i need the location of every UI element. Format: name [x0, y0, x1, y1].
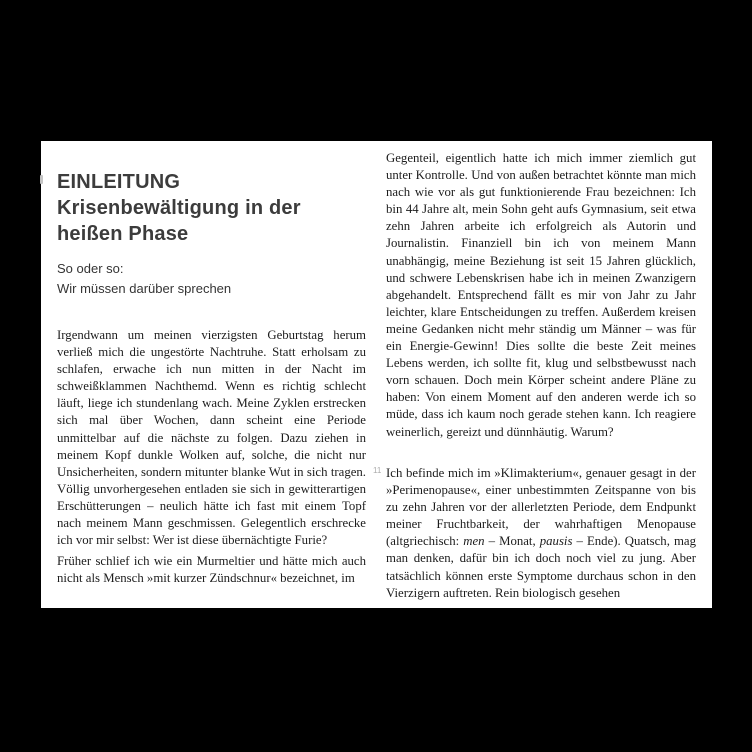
italic-term: men [463, 534, 485, 549]
left-column [57, 141, 366, 608]
body-paragraph: Irgendwann um meinen vierzigsten Geburtstag herum verließ mich die ungestörte Nachtruhe. Statt erholsam zu schlafen, erwache ich nun mitten in der Nacht im schweißklammen Nachthemd. Wenn es richtig schlecht läuft, liege ich stundenlang wach. Meine Zyklen erstrecken sich mal über Wochen, dann scheint eine Periode unmittelbar auf die nächste zu folgen. Dazu ziehen in meinem Kopf dunkle Wolken auf, solche, die nicht nur Unsicherheiten, sondern mitunter blanke Wut in sich tragen. Völlig unvorhergesehen entladen sie sich in gewitterartigen Erschütterungen – neulich hätte ich fast mit einem Topf nach meinem Mann geschmissen. Gelegentlich erschrecke ich vor mir selbst: Wer ist diese übernächtigte Furie? [57, 328, 366, 548]
right-column [373, 141, 696, 608]
chapter-heading-line2: Krisenbewältigung in der heißen Phase [57, 197, 301, 245]
highlight-count-marker[interactable]: 11 [373, 466, 382, 475]
chapter-heading [57, 169, 366, 247]
body-paragraph: Gegenteil, eigentlich hatte ich mich immer ziemlich gut unter Kontrolle. Und von außen betrachtet könnte man mich nach wie vor als gut funktionierende Frau bezeichnen: Ich bin 44 Jahre alt, mein Sohn geht aufs Gymnasium, seit etwa zehn Jahren arbeite ich erfolgreich als Autorin und Journalistin. Finanziell bin ich von meinem Mann unabhängig, meine Beziehung ist seit 15 Jahren glücklich, und schwere Lebenskrisen habe ich in meinen Zwanzigern abgehandelt. Entsprechend fällt es mir von Jahr zu Jahr leichter, klare Entscheidungen zu treffen. Außerdem kreisen meine Gedanken nicht mehr ständig um Männer – was für ein Energie-Gewinn! Dies sollte die beste Zeit meines Lebens werden, ich sollte fit, klug und selbstbewusst nach vorn schauen. Doch mein Körper scheint andere Pläne zu haben: Von einem Moment auf den anderen werde ich so müde, dass ich kaum noch gerade stehen kann. Ich reagiere weinerlich, gereizt und dünnhäutig. Warum? [386, 151, 696, 439]
chapter-subtitle-line2: Wir müssen darüber sprechen [57, 281, 232, 296]
paragraph-segment: Ich befinde mich im »Klimakterium«, genauer gesagt in der »Perimenopause«, einer unbestimmten Zeitspanne von bis zu zehn Jahren vor der allerletzten Periode, dem Endpunkt meiner Fruchtbarkeit, der wahrhaftigen Menopause (altgriechisch: [386, 466, 696, 549]
chapter-subtitle [57, 259, 366, 299]
italic-term: pausis [539, 534, 573, 549]
paragraph-segment: – Monat, [484, 534, 540, 549]
chapter-subtitle-line1: So oder so: [57, 261, 124, 276]
book-page[interactable] [41, 141, 712, 608]
chapter-heading-line1: EINLEITUNG [57, 171, 181, 193]
paragraph-segment: – Ende). Quatsch, mag man denken, dafür bin ich doch noch viel zu jung. Aber tatsächlich können erste Symptome durchaus schon in den Vierzigern auftreten. Rein biologisch gesehen [386, 534, 696, 600]
page-edge-mark [40, 175, 43, 184]
body-paragraph [386, 465, 696, 602]
body-paragraph: Früher schlief ich wie ein Murmeltier und hätte mich auch nicht als Mensch »mit kurzer Zündschnur« bezeichnet, im [57, 554, 366, 586]
